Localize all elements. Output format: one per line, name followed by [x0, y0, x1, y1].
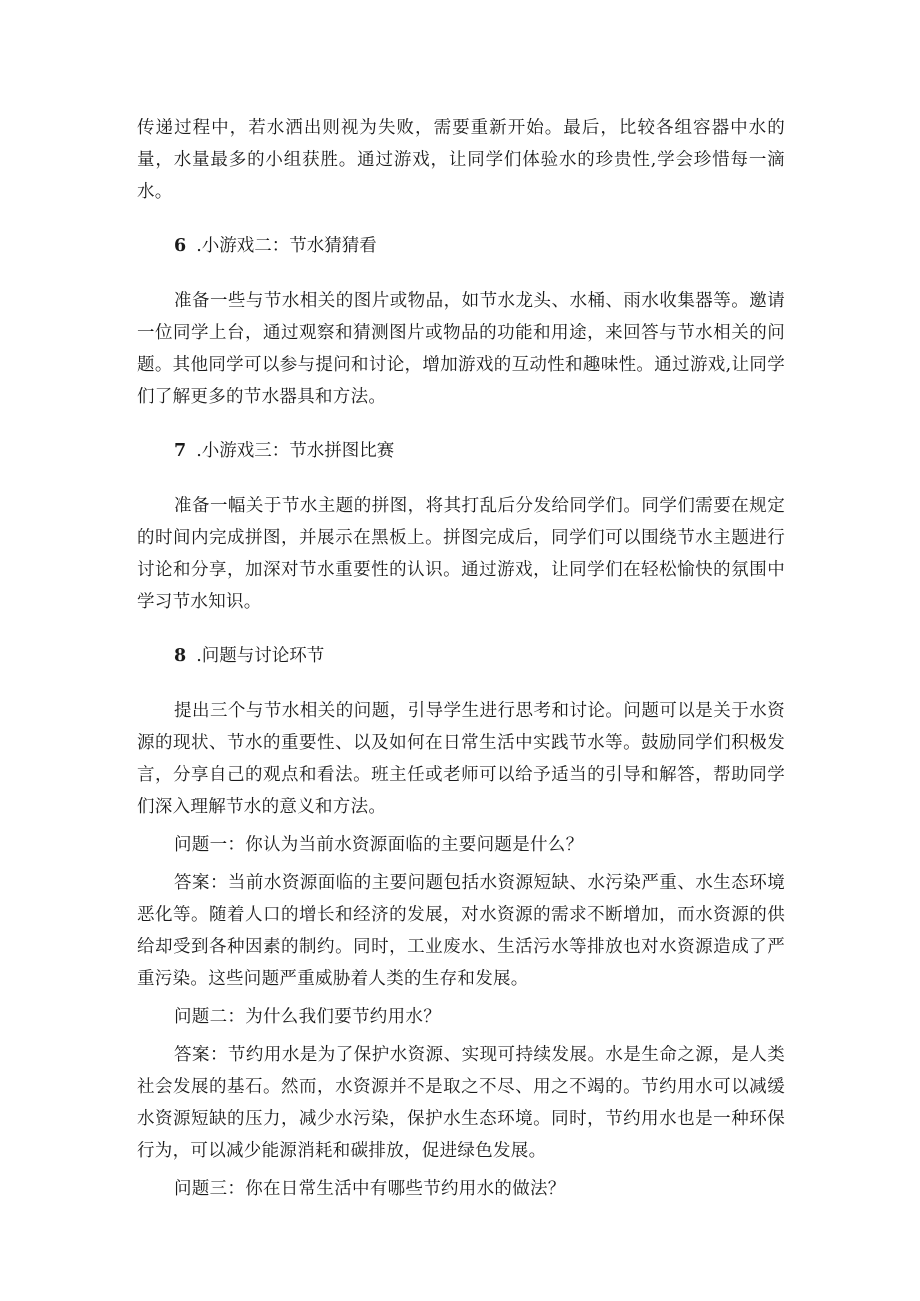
- document-body: [137, 112, 785, 1205]
- section-7-heading: [137, 435, 785, 467]
- section-8-body: 提出三个与节水相关的问题，引导学生进行思考和讨论。问题可以是关于水资源的现状、节水的重要性、以及如何在日常生活中实践节水等。鼓励同学们积极发言，分享自己的观点和看法。班主任或老师可以给予适当的引导和解答，帮助同学们深入理解节水的意义和方法。: [137, 701, 785, 817]
- section-8-number: 8: [174, 646, 187, 666]
- section-7-title: .小游戏三：节水拼图比赛: [196, 441, 395, 461]
- section-6-body: 准备一些与节水相关的图片或物品，如节水龙头、水桶、雨水收集器等。邀请一位同学上台，通过观察和猜测图片或物品的功能和用途，来回答与节水相关的问题。其他同学可以参与提问和讨论，增加游戏的互动性和趣味性。通过游戏,让同学们了解更多的节水器具和方法。: [137, 291, 785, 407]
- section-7-number: 7: [174, 441, 187, 461]
- answer-1: 答案：当前水资源面临的主要问题包括水资源短缺、水污染严重、水生态环境恶化等。随着人口的增长和经济的发展，对水资源的需求不断增加，而水资源的供给却受到各种因素的制约。同时，工业废水、生活污水等排放也对水资源造成了严重污染。这些问题严重威胁着人类的生存和发展。: [137, 873, 785, 989]
- intro-paragraph: 传递过程中，若水洒出则视为失败，需要重新开始。最后，比较各组容器中水的量，水量最多的小组获胜。通过游戏，让同学们体验水的珍贵性,学会珍惜每一滴水。: [137, 118, 785, 202]
- question-1: 问题一：你认为当前水资源面临的主要问题是什么？: [174, 835, 584, 855]
- section-6-title: .小游戏二：节水猜猜看: [196, 236, 377, 256]
- section-6-number: 6: [174, 236, 187, 256]
- section-7-body: 准备一幅关于节水主题的拼图，将其打乱后分发给同学们。同学们需要在规定的时间内完成拼图，并展示在黑板上。拼图完成后，同学们可以围绕节水主题进行讨论和分享，加深对节水重要性的认识。通过游戏，让同学们在轻松愉快的氛围中学习节水知识。: [137, 496, 785, 612]
- answer-2: 答案：节约用水是为了保护水资源、实现可持续发展。水是生命之源，是人类社会发展的基石。然而，水资源并不是取之不尽、用之不竭的。节约用水可以减缓水资源短缺的压力，减少水污染，保护水生态环境。同时，节约用水也是一种环保行为，可以减少能源消耗和碳排放，促进绿色发展。: [137, 1045, 785, 1161]
- question-3: 问题三：你在日常生活中有哪些节约用水的做法？: [174, 1179, 566, 1199]
- question-2: 问题二：为什么我们要节约用水？: [174, 1007, 441, 1027]
- section-8-title: .问题与讨论环节: [196, 646, 325, 666]
- section-6-heading: [137, 230, 785, 262]
- section-8-heading: [137, 640, 785, 672]
